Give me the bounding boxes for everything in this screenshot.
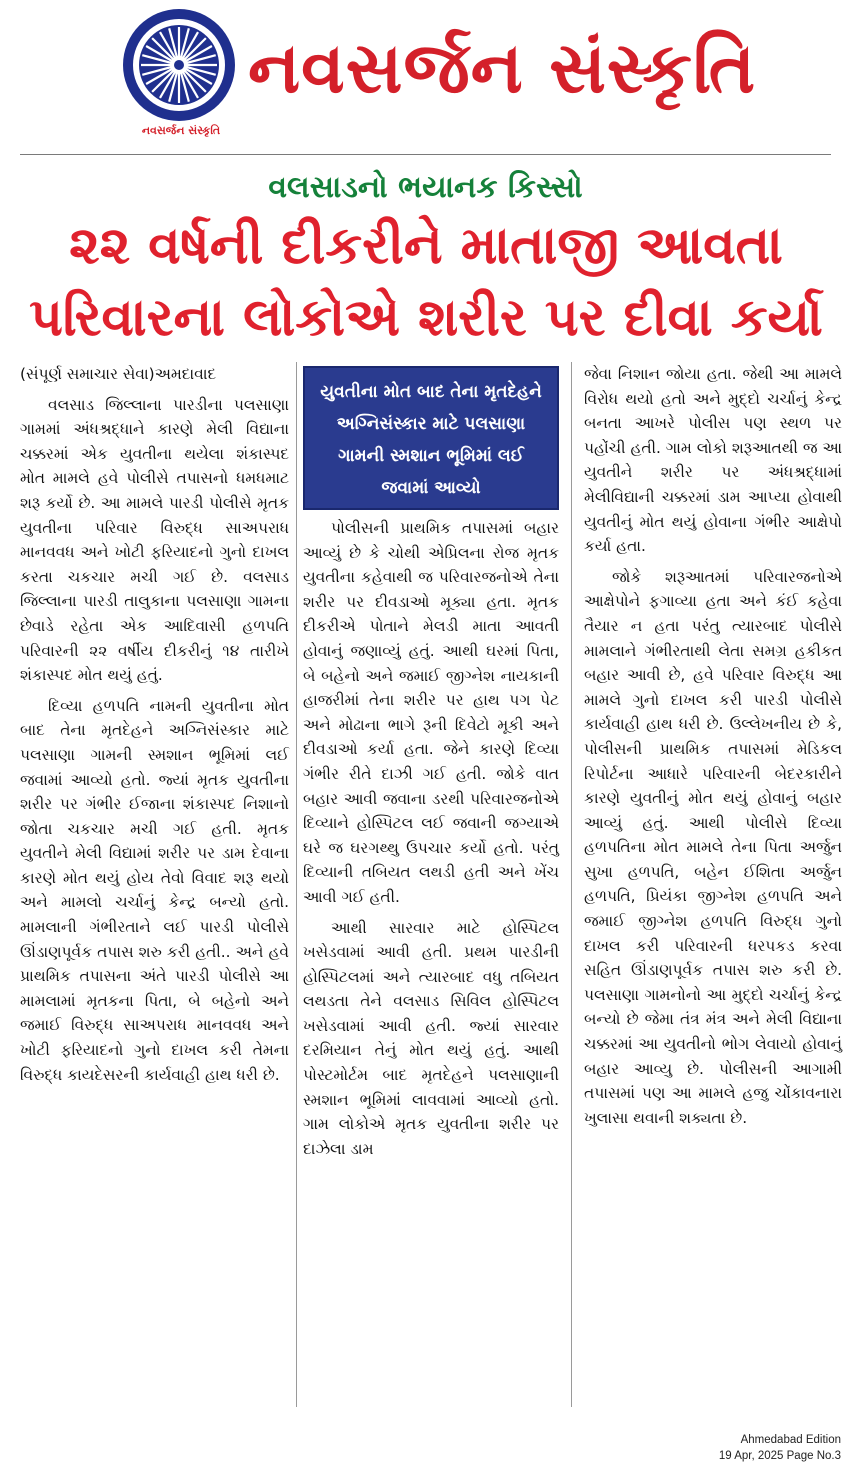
- article-paragraph: જોકે શરૂઆતમાં પરિવારજનોએ આક્ષેપોને ફગાવ્યા હતા અને કંઈ કહેવા તૈયાર ન હતા પરંતુ ત્યારબાદ પોલીસે મામલાને ગંભીરતાથી લેતા સમગ્ર હકીકત બહાર આવી છે, હવે પરિવાર વિરુદ્ધ આ મામલે ગુનો દાખલ કરી પારડી પોલીસે કાર્યવાહી હાથ ધરી છે. ઉલ્લેખનીય છે કે, પોલીસની પ્રાથમિક તપાસમાં મેડિકલ રિપોર્ટના આધારે પરિવારની બેદરકારીને કારણે યુવતીનું મોત થયું હોવાનું બહાર આવ્યું હતું. આથી પોલીસે દિવ્યા હળપતિના મોત મામલે તેના પિતા અર્જુન સુખા હળપતિ, બહેન ઈશિતા અર્જુન હળપતિ, પ્રિયંકા જીગ્નેશ હળપતિ અને જમાઈ જીગ્નેશ હળપતિ વિરુદ્ધ ગુનો દાખલ કરી પરિવારની ધરપકડ કરવા સહિત ઊંડાણપૂર્વક તપાસ શરુ કરી છે. પલસાણા ગામનોનો આ મુદ્દો ચર્ચાનું કેન્દ્ર બન્યો છે જેમા તંત્ર મંત્ર અને મેલી વિદ્યાના ચક્કરમાં આ યુવતીનો ભોગ લેવાયો હોવાનું બહાર આવ્યુ છે. પોલીસની આગામી તપાસમાં પણ આ મામલે હજુ ચોંકાવનારા ખુલાસા થવાની શક્યતા છે.: [584, 567, 842, 1127]
- ashoka-chakra-icon: [120, 6, 238, 124]
- article-column-right: [584, 362, 842, 1136]
- edition-name: Ahmedabad Edition: [740, 1434, 841, 1446]
- newspaper-title: નવસર્જન સંસ્કૃતિ: [248, 27, 757, 109]
- article-paragraph: વલસાડ જિલ્લાના પારડીના પલસાણા ગામમાં અંધશ્રદ્ધાને કારણે મેલી વિદ્યાના ચક્કરમાં એક યુવતીના થયેલા શંકાસ્પદ મોત મામલે હવે પોલીસે તપાસનો ધમધમાટ શરૂ કર્યો છે. આ મામલે પારડી પોલીસે મૃતક યુવતીના પરિવાર વિરુદ્ધ સાઅપરાધ માનવવધ અને ખોટી ફરિયાદનો ગુનો દાખલ કરતા ચકચાર મચી ગઈ છે. વલસાડ જિલ્લાના પારડી તાલુકાના પલસાણા ગામના છેવાડે રહેતા એક આદિવાસી હળપતિ પરિવારની ૨૨ વર્ષીય દીકરીનું ૧૪ તારીખે શંકાસ્પદ મોત થયું હતું.: [20, 395, 289, 685]
- article-paragraph: આથી સારવાર માટે હોસ્પિટલ ખસેડવામાં આવી હતી. પ્રથમ પારડીની હોસ્પિટલમાં અને ત્યારબાદ વધુ તબિયત લથડતા તેને વલસાડ સિવિલ હોસ્પિટલ ખસેડવામાં આવી હતી. જ્યાં સારવાર દરમિયાન તેનું મોત થયું હતું. આથી પોસ્ટમોર્ટમ બાદ મૃતદેહને પલસાણાની સ્મશાન ભૂમિમાં લાવવામાં આવ્યો હતો. ગામ લોકોએ મૃતક યુવતીના શરીર પર દાઝેલા ડામ: [303, 918, 559, 1158]
- headline-line-2: પરિવારના લોકોએ શરીર પર દીવા કર્યા: [29, 288, 823, 348]
- pull-quote-box: યુવતીના મોત બાદ તેના મૃતદેહને અગ્નિસંસ્કાર માટે પલસાણા ગામની સ્મશાન ભૂમિમાં લઈ જવામાં આવ્યો: [303, 366, 559, 510]
- article-column-left: [20, 362, 289, 1093]
- article-column-middle: [303, 516, 559, 1167]
- edition-date-page: 19 Apr, 2025 Page No.3: [718, 1450, 841, 1462]
- masthead-divider: [20, 154, 831, 155]
- column-divider: [571, 362, 572, 1407]
- article-paragraph: દિવ્યા હળપતિ નામની યુવતીના મોત બાદ તેના મૃતદેહને અગ્નિસંસ્કાર માટે પલસાણા ગામની સ્મશાન ભૂમિમાં લઈ જવામાં આવ્યો હતો. જ્યાં મૃતક યુવતીના શરીર પર ગંભીર ઈજાના શંકાસ્પદ નિશાનો જોતા ચકચાર મચી ગઈ હતી. મૃતક યુવતીને મેલી વિદ્યામાં શરીર પર ડામ દેવાના કારણે મોત થયું હોય તેવો વિવાદ શરૂ થયો અને મામલો ચર્ચાનું કેન્દ્ર બન્યો હતો. મામલાની ગંભીરતાને લઈ પારડી પોલીસે ઊંડાણપૂર્વક તપાસ શરુ કરી હતી.. અને હવે પ્રાથમિક તપાસના અંતે પારડી પોલીસે આ મામલામાં મૃતકના પિતા, બે બહેનો અને જમાઈ વિરુદ્ધ સાઅપરાધ માનવવધ અને ખોટી ફરિયાદનો ગુનો દાખલ કરી તેમના વિરુદ્ધ કાયદેસરની કાર્યવાહી હાથ ધરી છે.: [20, 696, 289, 1084]
- article-paragraph: જેવા નિશાન જોયા હતા. જેથી આ મામલે વિરોધ થયો હતો અને મુદ્દો ચર્ચાનું કેન્દ્ર બનતા આખરે પોલીસ પણ સ્થળ પર પહોંચી હતી. ગામ લોકો શરૂઆતથી જ આ યુવતીને શરીર પર અંધશ્રદ્ધામાં મેલીવિદ્યાની ચક્કરમાં ડામ આપ્યા હોવાથી યુવતીનું મોત થયું હોવાના ગંભીર આક્ષેપો કર્યા હતા.: [584, 365, 842, 556]
- headline-line-1: ૨૨ વર્ષની દીકરીને માતાજી આવતા: [69, 216, 783, 276]
- masthead: [0, 0, 851, 150]
- column-divider: [296, 362, 297, 1407]
- logo-caption: નવસર્જન સંસ્કૃતિ: [141, 124, 221, 137]
- dateline: (સંપૂર્ણ સમાચાર સેવા)અમદાવાદ: [20, 365, 217, 383]
- edition-info: [641, 1432, 841, 1464]
- article-paragraph: પોલીસની પ્રાથમિક તપાસમાં બહાર આવ્યું છે કે ચોથી એપ્રિલના રોજ મૃતક યુવતીના કહેવાથી જ પરિવારજનોએ તેના શરીર પર દીવડાઓ મૂક્યા હતા. મૃતક દીકરીએ પોતાને મેલડી માતા આવતી હોવાનું જણાવ્યું હતું. આથી ઘરમાં પિતા, બે બહેનો અને જમાઈ જીગ્નેશ નાયકાની હાજરીમાં તેના શરીર પર હાથ પગ પેટ અને મોઢાના ભાગે રૂની દિવેટો મૂકી અને દીવડાઓ કર્યા હતા. જેને કારણે દિવ્યા ગંભીર રીતે દાઝી ગઈ હતી. જોકે વાત બહાર આવી જવાના ડરથી પરિવારજનોએ દિવ્યાને હોસ્પિટલ લઈ જવાની જગ્યાએ ઘરે જ ઘરગથ્થુ ઉપચાર કર્યો હતો. પરંતુ દિવ્યાની તબિયત લથડી હતી અને ખેંચ આવી ગઈ હતી.: [303, 519, 559, 906]
- story-kicker: વલસાડનો ભયાનક કિસ્સો: [268, 170, 583, 205]
